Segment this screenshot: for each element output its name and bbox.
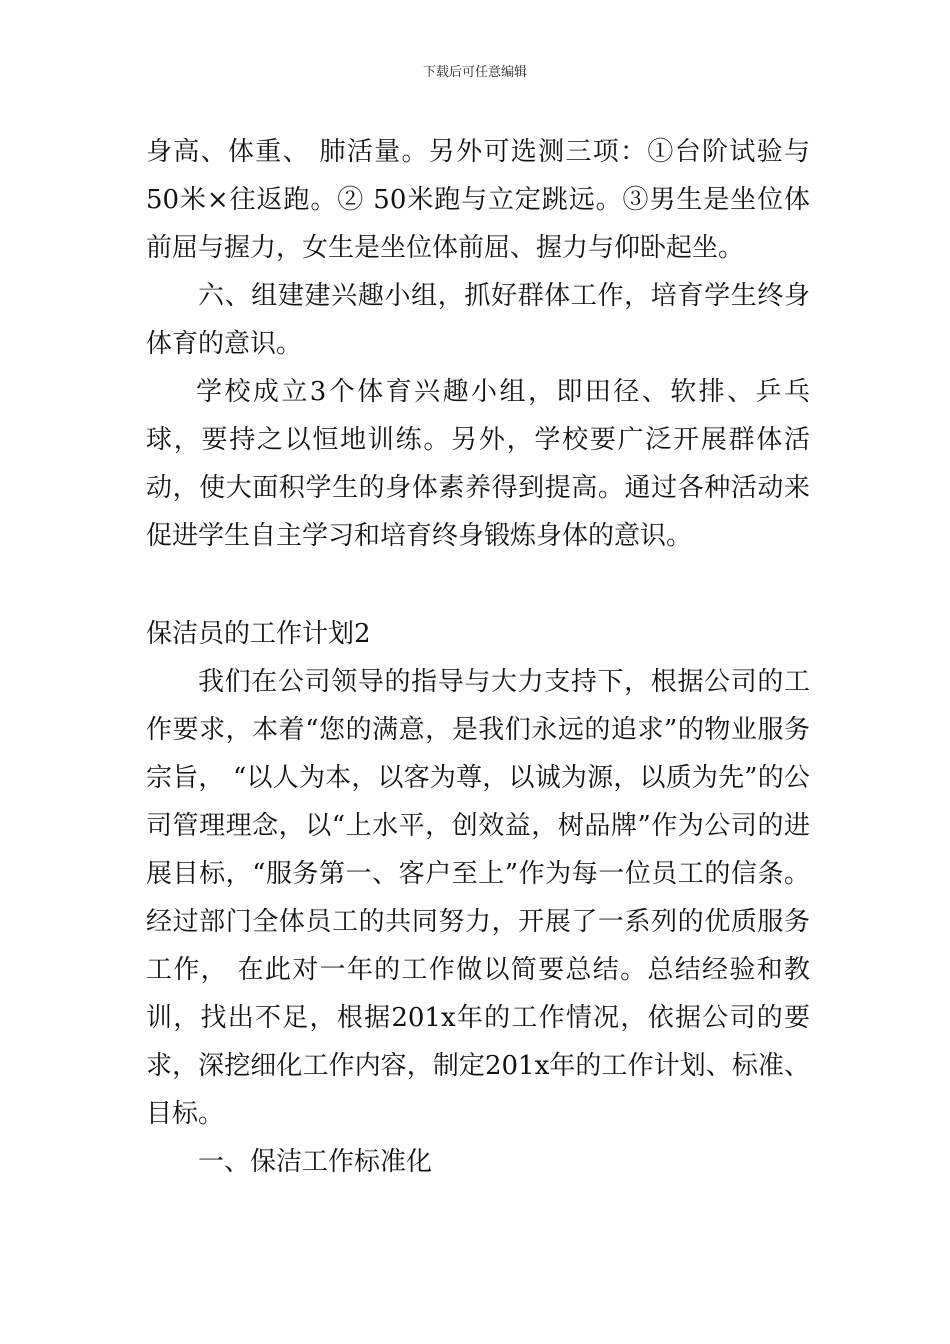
- page-header-note: 下载后可任意编辑: [422, 65, 527, 80]
- paragraph-cleaning-plan-intro: 我们在公司领导的指导与大力支持下，根据公司的工作要求，本着“您的满意，是我们永远的追求”的物业服务宗旨， “以人为本，以客为尊，以诚为源，以质为先”的公司管理理念，以“上水平，创效益，树品牌”作为公司的进展目标，“服务第一、客户至上”作为每一位员工的信条。经过部门全体员工的共同努力，开展了一系列的优质服务工作， 在此对一年的工作做以简要总结。总结经验和教训，找出不足，根据201x年的工作情况，依据公司的要求，深挖细化工作内容，制定201x年的工作计划、标准、目标。: [146, 667, 810, 1129]
- paragraph-interest-groups: 学校成立3个体育兴趣小组，即田径、软排、乒乓球，要持之以恒地训练。另外，学校要广泛开展群体活动，使大面积学生的身体素养得到提高。通过各种活动来促进学生自主学习和培育终身锻炼身体的意识。: [146, 377, 810, 551]
- paragraph-fitness-tests: 身高、体重、 肺活量。另外可选测三项：①台阶试验与50米×往返跑。② 50米跑与立定跳远。③男生是坐位体前屈与握力，女生是坐位体前屈、握力与仰卧起坐。: [146, 137, 810, 263]
- section-title: 保洁员的工作计划2: [146, 619, 371, 649]
- paragraph-interest-groups-heading: 六、组建建兴趣小组，抓好群体工作，培育学生终身体育的意识。: [146, 281, 810, 359]
- paragraph-cleaning-standardization-heading: 一、保洁工作标准化: [198, 1147, 433, 1177]
- document-body: [146, 128, 810, 1186]
- section-gap: [146, 560, 810, 610]
